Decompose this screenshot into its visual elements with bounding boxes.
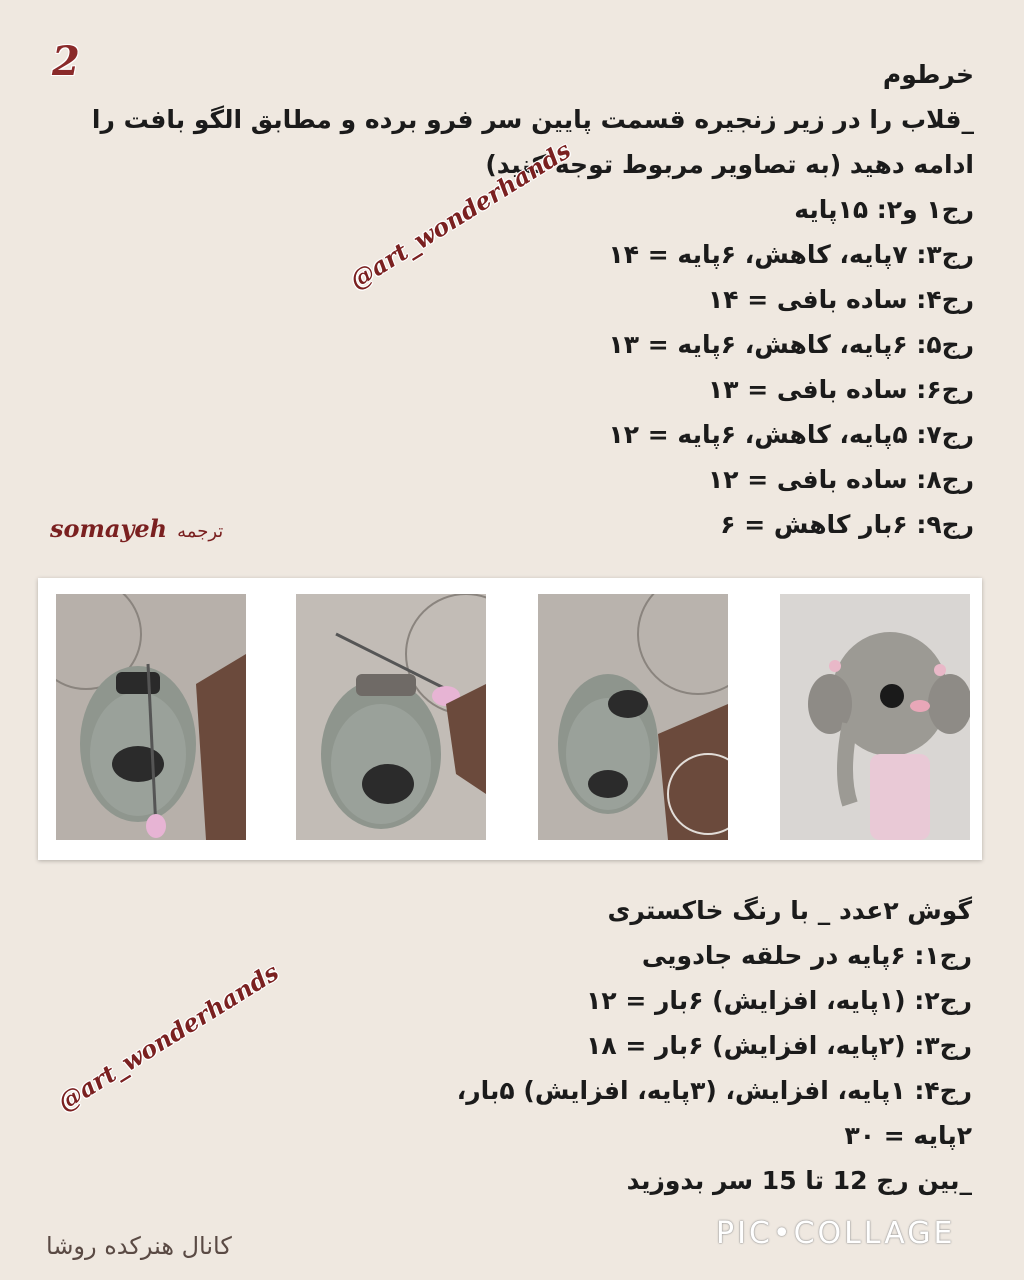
round-line: رج۱ و۲: ۱۵پایه — [794, 195, 974, 224]
round-line: رج۷: ۵پایه، کاهش، ۶پایه = ۱۲ — [608, 420, 974, 449]
page-number: 2 — [52, 38, 80, 85]
instruction-line: _بین رج 12 تا 15 سر بدوزید — [626, 1166, 972, 1195]
round-line: رج۶: ساده بافی = ۱۳ — [708, 375, 974, 404]
round-line: رج۳: (۲پایه، افزایش) ۶بار = ۱۸ — [586, 1031, 972, 1060]
round-line: رج۵: ۶پایه، کاهش، ۶پایه = ۱۳ — [608, 330, 974, 359]
watermark: @art_wonderhands — [52, 957, 284, 1117]
photo-hook-inserted — [56, 594, 246, 840]
channel-name: کانال هنرکده روشا — [46, 1232, 232, 1260]
round-line: رج۴: ساده بافی = ۱۴ — [708, 285, 974, 314]
photo-hook-working — [296, 594, 486, 840]
round-line: رج۲: (۱پایه، افزایش) ۶بار = ۱۲ — [586, 986, 972, 1015]
ears-title: گوش ۲عدد _ با رنگ خاکستری — [607, 896, 972, 925]
photo-strip — [38, 578, 982, 860]
round-line: رج۸: ساده بافی = ۱۲ — [708, 465, 974, 494]
trunk-instructions — [44, 52, 974, 547]
ear-instructions — [272, 888, 972, 1203]
round-line: رج۱: ۶پایه در حلقه جادویی — [641, 941, 972, 970]
round-line: رج۴: ۱پایه، افزایش، (۳پایه، افزایش) ۵بار، — [456, 1076, 972, 1105]
round-line: ۲پایه = ۳۰ — [844, 1121, 972, 1150]
round-line: رج۹: ۶بار کاهش = ۶ — [720, 510, 974, 539]
translator-name: somayeh — [50, 514, 168, 543]
watermark: @art_wonderhands — [344, 135, 576, 295]
photo-trunk-progress — [538, 594, 728, 840]
trunk-title: خرطوم — [882, 60, 974, 89]
photo-finished-elephant — [780, 594, 970, 840]
instruction-line: ادامه دهید (به تصاویر مربوط توجه کنید) — [485, 150, 974, 179]
translator-credit — [50, 514, 223, 543]
translator-label: ترجمه — [177, 521, 224, 542]
brand-logo: PIC•COLLAGE — [716, 1216, 956, 1251]
instruction-line: _قلاب را در زیر زنجیره قسمت پایین سر فرو برده و مطابق الگو بافت را — [91, 105, 974, 134]
round-line: رج۳: ۷پایه، کاهش، ۶پایه = ۱۴ — [608, 240, 974, 269]
